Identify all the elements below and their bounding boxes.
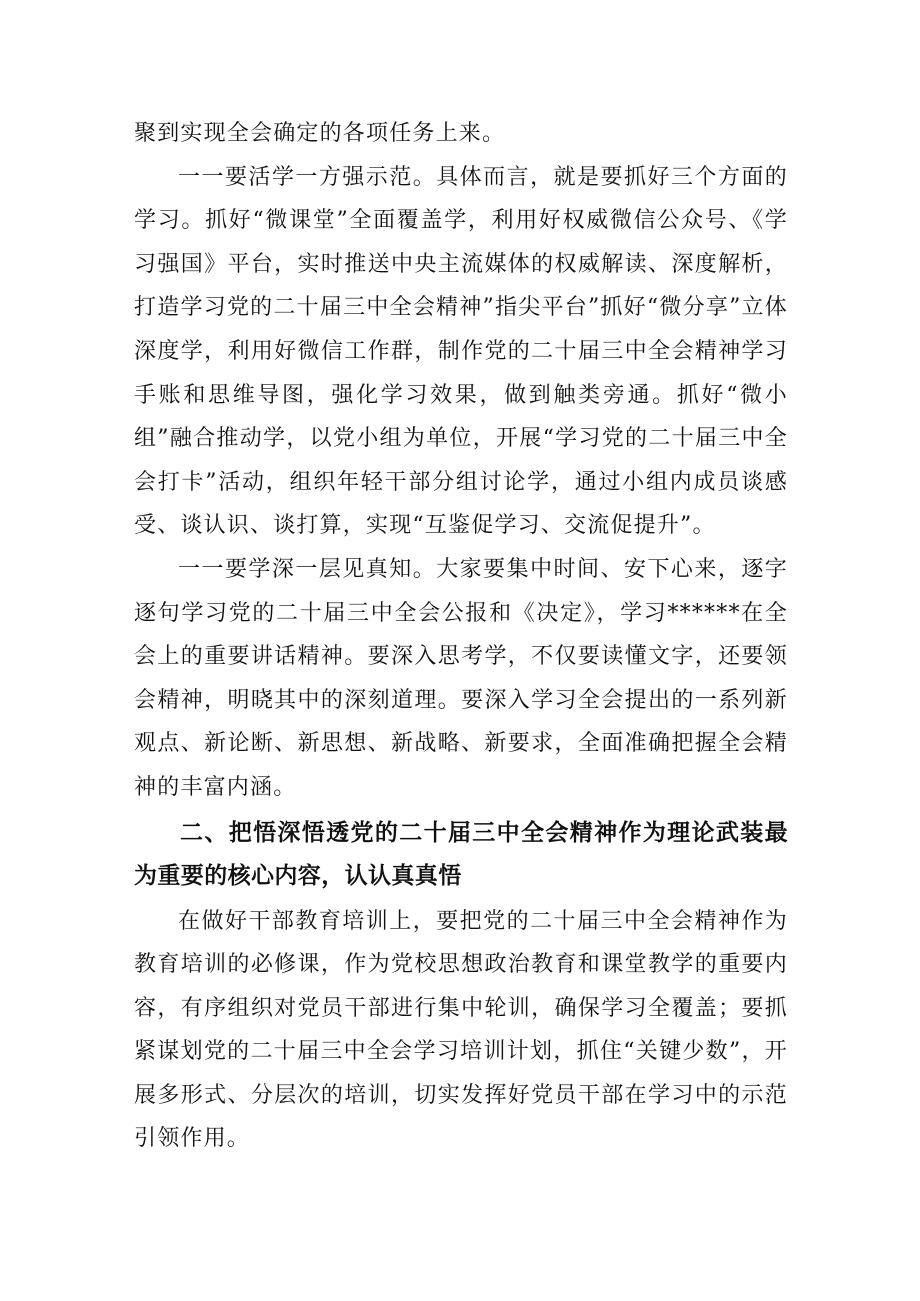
paragraph-continuation: 聚到实现全会确定的各项任务上来。 xyxy=(134,121,506,146)
section-heading: 二、把悟深悟透党的二十届三中全会精神作为理论武装最为重要的核心内容，认认真真悟 xyxy=(134,819,788,889)
paragraph-deep-learning: 一一要学深一层见真知。大家要集中时间、安下心来，逐字逐句学习党的二十届三中全会公报和《决定》，学习******在全会上的重要讲话精神。要深入思考学，不仅要读懂文字，还要领会精神，明晓其中的深刻道理。要深入学习全会提出的一系列新观点、新论断、新思想、新战略、新要求，全面准确把握全会精神的丰富内涵。 xyxy=(134,556,788,800)
paragraph-active-learning: 一一要活学一方强示范。具体而言，就是要抓好三个方面的学习。抓好“微课堂”全面覆盖学，利用好权威微信公众号、《学习强国》平台，实时推送中央主流媒体的权威解读、深度解析，打造学习党的二十届三中全会精神”指尖平台”抓好“微分享”立体深度学，利用好微信工作群，制作党的二十届三中全会精神学习手账和思维导图，强化学习效果，做到触类旁通。抓好“微小组”融合推动学，以党小组为单位，开展“学习党的二十届三中全会打卡”活动，组织年轻干部分组讨论学，通过小组内成员谈感受、谈认识、谈打算，实现“互鉴促学习、交流促提升”。 xyxy=(134,164,788,539)
document-body xyxy=(134,112,788,1161)
paragraph-cadre-training: 在做好干部教育培训上，要把党的二十届三中全会精神作为教育培训的必修课，作为党校思想政治教育和课堂教学的重要内容，有序组织对党员干部进行集中轮训，确保学习全覆盖；要抓紧谋划党的二十届三中全会学习培训计划，抓住“关键少数”，开展多形式、分层次的培训，切实发挥好党员干部在学习中的示范引领作用。 xyxy=(134,908,788,1152)
